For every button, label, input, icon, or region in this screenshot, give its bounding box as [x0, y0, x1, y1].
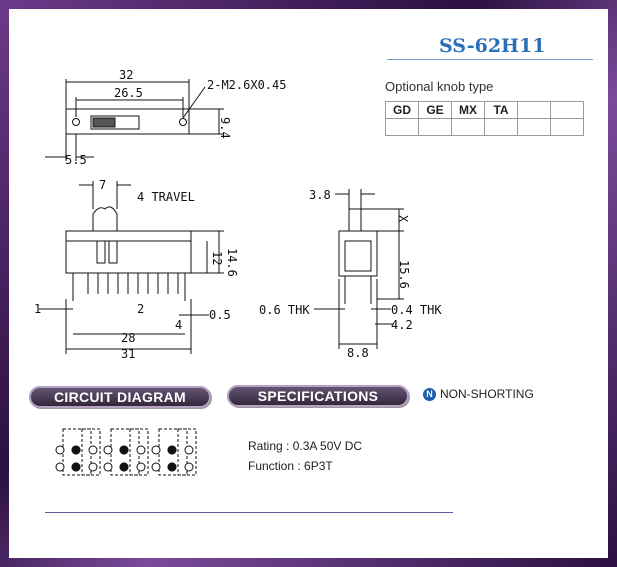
dim-0-5: 0.5 — [209, 308, 231, 322]
dim-31: 31 — [121, 347, 136, 361]
knob-type-title: Optional knob type — [385, 79, 494, 94]
knob-cell: GD — [386, 102, 419, 119]
front-view-pins — [73, 273, 185, 301]
dim-9-4: 9.4 — [218, 117, 232, 139]
dim-x: X — [396, 215, 410, 223]
circuit-diagram-heading: CIRCUIT DIAGRAM — [29, 386, 211, 408]
dim-15-6: 15.6 — [397, 260, 411, 289]
mount-hole-left — [73, 119, 80, 126]
dim-12: 12 — [210, 251, 224, 266]
dim-1: 1 — [34, 302, 42, 316]
top-view-knob — [93, 118, 115, 127]
dim-7: 7 — [99, 178, 107, 192]
non-shorting-label — [423, 387, 534, 401]
dim-mount: 2-M2.6X0.45 — [207, 78, 287, 92]
dim-5-5: 5.5 — [65, 153, 87, 167]
knob-cell: MX — [452, 102, 485, 119]
non-shorting-icon: N — [423, 388, 436, 401]
front-view-knob — [93, 207, 117, 231]
dim-28: 28 — [121, 331, 136, 345]
dim-26-5: 26.5 — [114, 86, 143, 100]
dim-32: 32 — [119, 68, 134, 82]
knob-cell: TA — [485, 102, 518, 119]
dim-8-8: 8.8 — [347, 346, 369, 360]
dim-14-6: 14.6 — [225, 248, 239, 277]
mount-hole-right — [180, 119, 187, 126]
dim-travel: 4 TRAVEL — [137, 190, 195, 204]
footer-divider — [45, 512, 453, 513]
dim-thk-0-4: 0.4 THK — [391, 303, 442, 317]
non-shorting-text: NON-SHORTING — [440, 387, 534, 401]
spec-function: Function : 6P3T — [248, 459, 333, 473]
front-view-body — [66, 231, 191, 273]
side-view-knob — [349, 209, 361, 231]
circuit-diagram — [56, 429, 196, 475]
knob-cell: GE — [419, 102, 452, 119]
dim-4-2: 4.2 — [391, 318, 413, 332]
dim-thk-0-6: 0.6 THK — [259, 303, 310, 317]
dimension-drawing — [9, 9, 608, 558]
datasheet-panel — [9, 9, 608, 558]
dim-4: 4 — [175, 318, 183, 332]
specifications-heading: SPECIFICATIONS — [227, 385, 409, 407]
dim-2: 2 — [137, 302, 145, 316]
model-number: SS-62H11 — [439, 35, 546, 57]
spec-rating: Rating : 0.3A 50V DC — [248, 439, 363, 453]
dim-3-8: 3.8 — [309, 188, 331, 202]
